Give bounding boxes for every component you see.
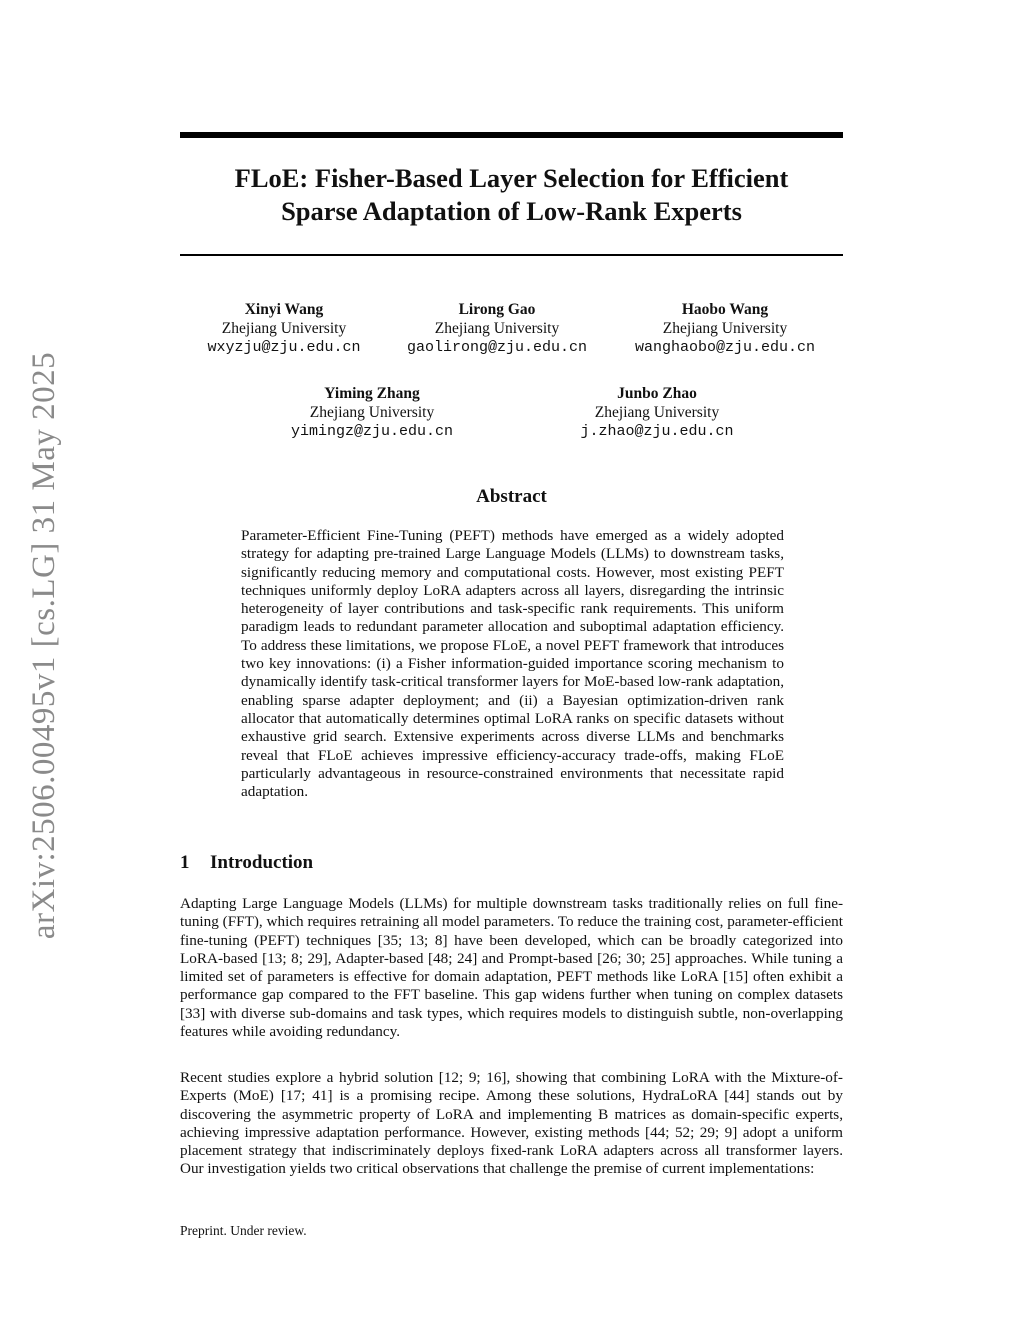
author-name: Haobo Wang	[681, 301, 769, 318]
author-block	[257, 384, 487, 441]
author-name: Xinyi Wang	[244, 301, 324, 318]
intro-paragraph: Adapting Large Language Models (LLMs) for multiple downstream tasks traditionally relies on full fine-tuning (FFT), which requires retraining all model parameters. To reduce the training cost, parameter-efficient fine-tuning (PEFT) techniques [35; 13; 8] have been developed, which can be broadly categorized into LoRA-based [13; 8; 29], Adapter-based [48; 24] and Prompt-based [26; 30; 25] approaches. While tuning a limited set of parameters is effective for domain adaptation, PEFT methods like LoRA [15] often exhibit a performance gap compared to the FFT baseline. This gap widens further when tuning on complex datasets [33] with diverse sub-domains and task types, which requires models to distinguish subtle, non-overlapping features while avoiding redundancy.	[180, 895, 843, 1041]
author-affiliation: Zhejiang University	[434, 320, 560, 337]
author-email: yimingz@zju.edu.cn	[290, 423, 454, 440]
abstract-text: Parameter-Efficient Fine-Tuning (PEFT) methods have emerged as a widely adopted strategy for adapting pre-trained Large Language Models (LLMs) to downstream tasks, significantly reducing memory and computational costs. However, most existing PEFT techniques uniformly deploy LoRA adapters across all layers, disregarding the intrinsic heterogeneity of layer contributions and task-specific rank requirements. This uniform paradigm leads to redundant parameter allocation and suboptimal adaptation efficiency. To address these limitations, we propose FLoE, a novel PEFT framework that introduces two key innovations: (i) a Fisher information-guided importance scoring mechanism to dynamically identify task-critical transformer layers for MoE-based low-rank adaptation, enabling sparse adapter deployment; and (ii) a Bayesian optimization-driven rank allocator that automatically determines optimal LoRA ranks on specific datasets without exhaustive grid search. Extensive experiments across diverse LLMs and benchmarks reveal that FLoE achieves impressive efficiency-accuracy trade-offs, making FLoE particularly advantageous in resource-constrained environments that necessitate rapid adaptation.	[241, 527, 784, 801]
author-email: gaolirong@zju.edu.cn	[406, 339, 588, 356]
section-heading	[180, 852, 313, 874]
author-affiliation: Zhejiang University	[594, 404, 720, 421]
author-block	[610, 300, 840, 357]
footer-note: Preprint. Under review.	[180, 1223, 307, 1238]
author-affiliation: Zhejiang University	[309, 404, 435, 421]
author-email: wxyzju@zju.edu.cn	[207, 339, 361, 356]
paper-title	[180, 162, 843, 228]
author-block	[169, 300, 399, 357]
section-number: 1	[180, 852, 190, 873]
author-name: Lirong Gao	[458, 301, 536, 318]
author-name: Yiming Zhang	[324, 385, 420, 402]
abstract-heading: Abstract	[476, 486, 547, 507]
author-email: j.zhao@zju.edu.cn	[580, 423, 734, 440]
title-bottom-rule	[180, 254, 843, 256]
author-affiliation: Zhejiang University	[221, 320, 347, 337]
author-affiliation: Zhejiang University	[662, 320, 788, 337]
author-name: Junbo Zhao	[617, 385, 697, 402]
title-top-rule	[180, 132, 843, 138]
section-title: Introduction	[210, 852, 314, 873]
arxiv-identifier-text: arXiv:2506.00495v1 [cs.LG] 31 May 2025	[26, 351, 63, 939]
title-line-1: FLoE: Fisher-Based Layer Selection for Efficient	[234, 163, 789, 193]
author-email: wanghaobo@zju.edu.cn	[634, 339, 816, 356]
author-block	[382, 300, 612, 357]
intro-paragraph: Recent studies explore a hybrid solution [12; 9; 16], showing that combining LoRA with the Mixture-of-Experts (MoE) [17; 41] is a promising recipe. Among these solutions, HydraLoRA [44] stands out by discovering the asymmetric property of LoRA and implementing B matrices as domain-specific experts, achieving impressive adaptation performance. However, existing methods [44; 52; 29; 9] adopt a uniform placement strategy that indiscriminately deploys fixed-rank LoRA adapters across all transformer layers. Our investigation yields two critical observations that challenge the premise of current implementations:	[180, 1069, 843, 1178]
title-line-2: Sparse Adaptation of Low-Rank Experts	[281, 196, 742, 226]
arxiv-identifier	[20, 345, 70, 945]
author-block	[542, 384, 772, 441]
